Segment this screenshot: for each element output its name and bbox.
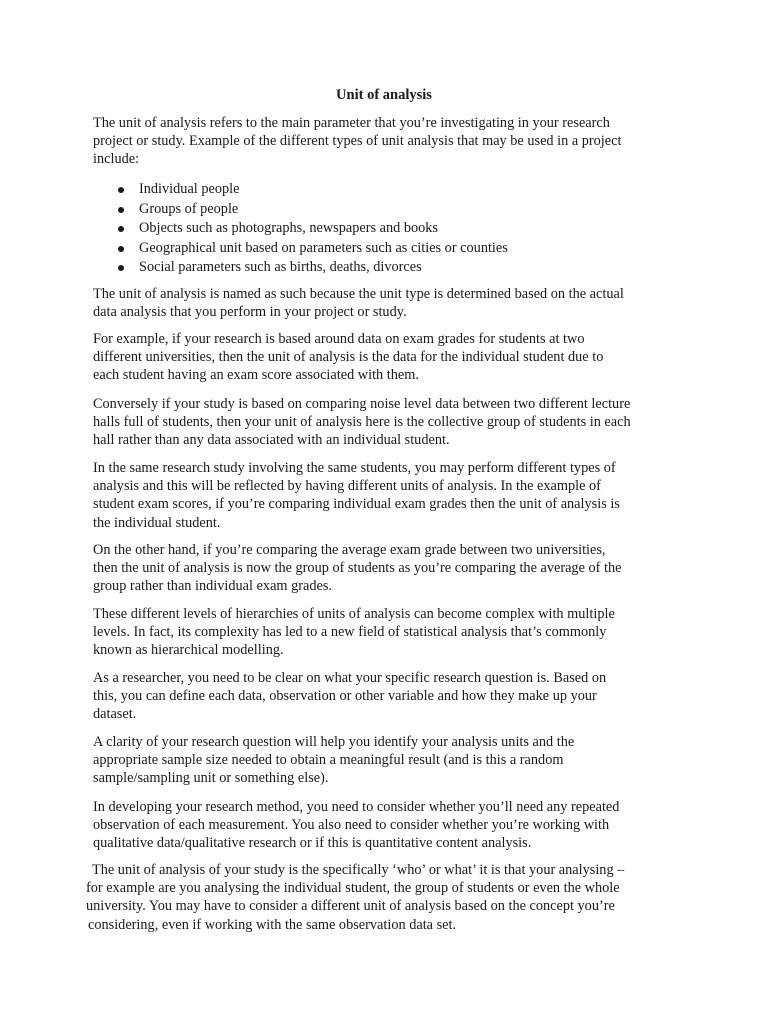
text-line: known as hierarchical modelling. [93, 642, 284, 659]
text-line: sample/sampling unit or something else). [93, 770, 329, 787]
list-item [118, 219, 508, 239]
text-line: These different levels of hierarchies of units of analysis can become complex with multiple [93, 606, 615, 622]
document-title: Unit of analysis [336, 87, 432, 103]
text-line: then the unit of analysis is now the group of students as you’re comparing the average of the [93, 560, 622, 577]
list-item-text: Groups of people [139, 200, 239, 217]
text-line: The unit of analysis refers to the main parameter that you’re investigating in your research [93, 115, 610, 131]
text-line: On the other hand, if you’re comparing the average exam grade between two universities, [93, 542, 606, 558]
text-line: In the same research study involving the same students, you may perform different types of [93, 460, 616, 476]
text-line: student exam scores, if you’re comparing individual exam grades then the unit of analysis is [93, 496, 620, 513]
text-line: university. You may have to consider a different unit of analysis based on the concept you’re [86, 898, 615, 915]
paragraph-3 [93, 395, 683, 450]
text-line: each student having an exam score associated with them. [93, 367, 419, 384]
text-line: this, you can define each data, observation or other variable and how they make up your [93, 688, 597, 705]
list-item-text: Individual people [139, 181, 240, 197]
paragraph-4 [93, 459, 683, 532]
list-item-text: Social parameters such as births, deaths, divorces [139, 259, 422, 275]
text-line: halls full of students, then your unit of analysis here is the collective group of students in each [93, 414, 631, 431]
paragraph-2 [93, 330, 683, 385]
list-item [118, 180, 508, 200]
text-line: dataset. [93, 706, 137, 723]
text-line: The unit of analysis of your study is the specifically ‘who’ or what’ it is that your analysing – [92, 862, 625, 878]
bullet-icon [118, 226, 124, 232]
paragraph-1 [93, 285, 683, 321]
text-line: A clarity of your research question will help you identify your analysis units and the [93, 734, 575, 750]
list-item-text: Objects such as photographs, newspapers and books [139, 220, 438, 236]
text-line: The unit of analysis is named as such because the unit type is determined based on the actual [93, 286, 624, 302]
paragraph-6 [93, 605, 683, 660]
text-line: Conversely if your study is based on comparing noise level data between two different lecture [93, 396, 631, 412]
paragraph-9 [93, 798, 683, 853]
list-item [118, 258, 508, 278]
text-line: the individual student. [93, 514, 221, 531]
paragraph-10 [86, 861, 686, 934]
text-line: data analysis that you perform in your project or study. [93, 304, 407, 321]
paragraph-7 [93, 669, 683, 724]
text-line: different universities, then the unit of analysis is the data for the individual student due to [93, 349, 604, 366]
text-line: qualitative data/qualitative research or if this is quantitative content analysis. [93, 835, 532, 852]
list-item [118, 239, 508, 259]
bullet-icon [118, 187, 124, 193]
text-line: observation of each measurement. You also need to consider whether you’re working with [93, 817, 610, 834]
text-line: project or study. Example of the different types of unit analysis that may be used in a project [93, 133, 622, 150]
text-line: for example are you analysing the individual student, the group of students or even the whole [86, 880, 620, 897]
text-line: group rather than individual exam grades. [93, 578, 332, 595]
bullet-icon [118, 265, 124, 271]
paragraph-5 [93, 541, 683, 596]
text-line: levels. In fact, its complexity has led to a new field of statistical analysis that’s commonly [93, 624, 607, 641]
list-item [118, 200, 508, 220]
text-line: analysis and this will be reflected by having different units of analysis. In the example of [93, 478, 601, 495]
intro-paragraph [93, 114, 683, 169]
text-line: As a researcher, you need to be clear on what your specific research question is. Based on [93, 670, 607, 686]
unit-types-list [118, 180, 508, 278]
list-item-text: Geographical unit based on parameters such as cities or counties [139, 239, 508, 256]
text-line: include: [93, 151, 140, 168]
text-line: hall rather than any data associated with an individual student. [93, 432, 450, 449]
text-line: For example, if your research is based around data on exam grades for students at two [93, 331, 585, 347]
paragraph-8 [93, 733, 683, 788]
bullet-icon [118, 246, 124, 252]
bullet-icon [118, 207, 124, 213]
text-line: In developing your research method, you need to consider whether you’ll need any repeated [93, 799, 620, 815]
text-line: appropriate sample size needed to obtain a meaningful result (and is this a random [93, 752, 564, 769]
text-line: considering, even if working with the same observation data set. [88, 916, 457, 933]
